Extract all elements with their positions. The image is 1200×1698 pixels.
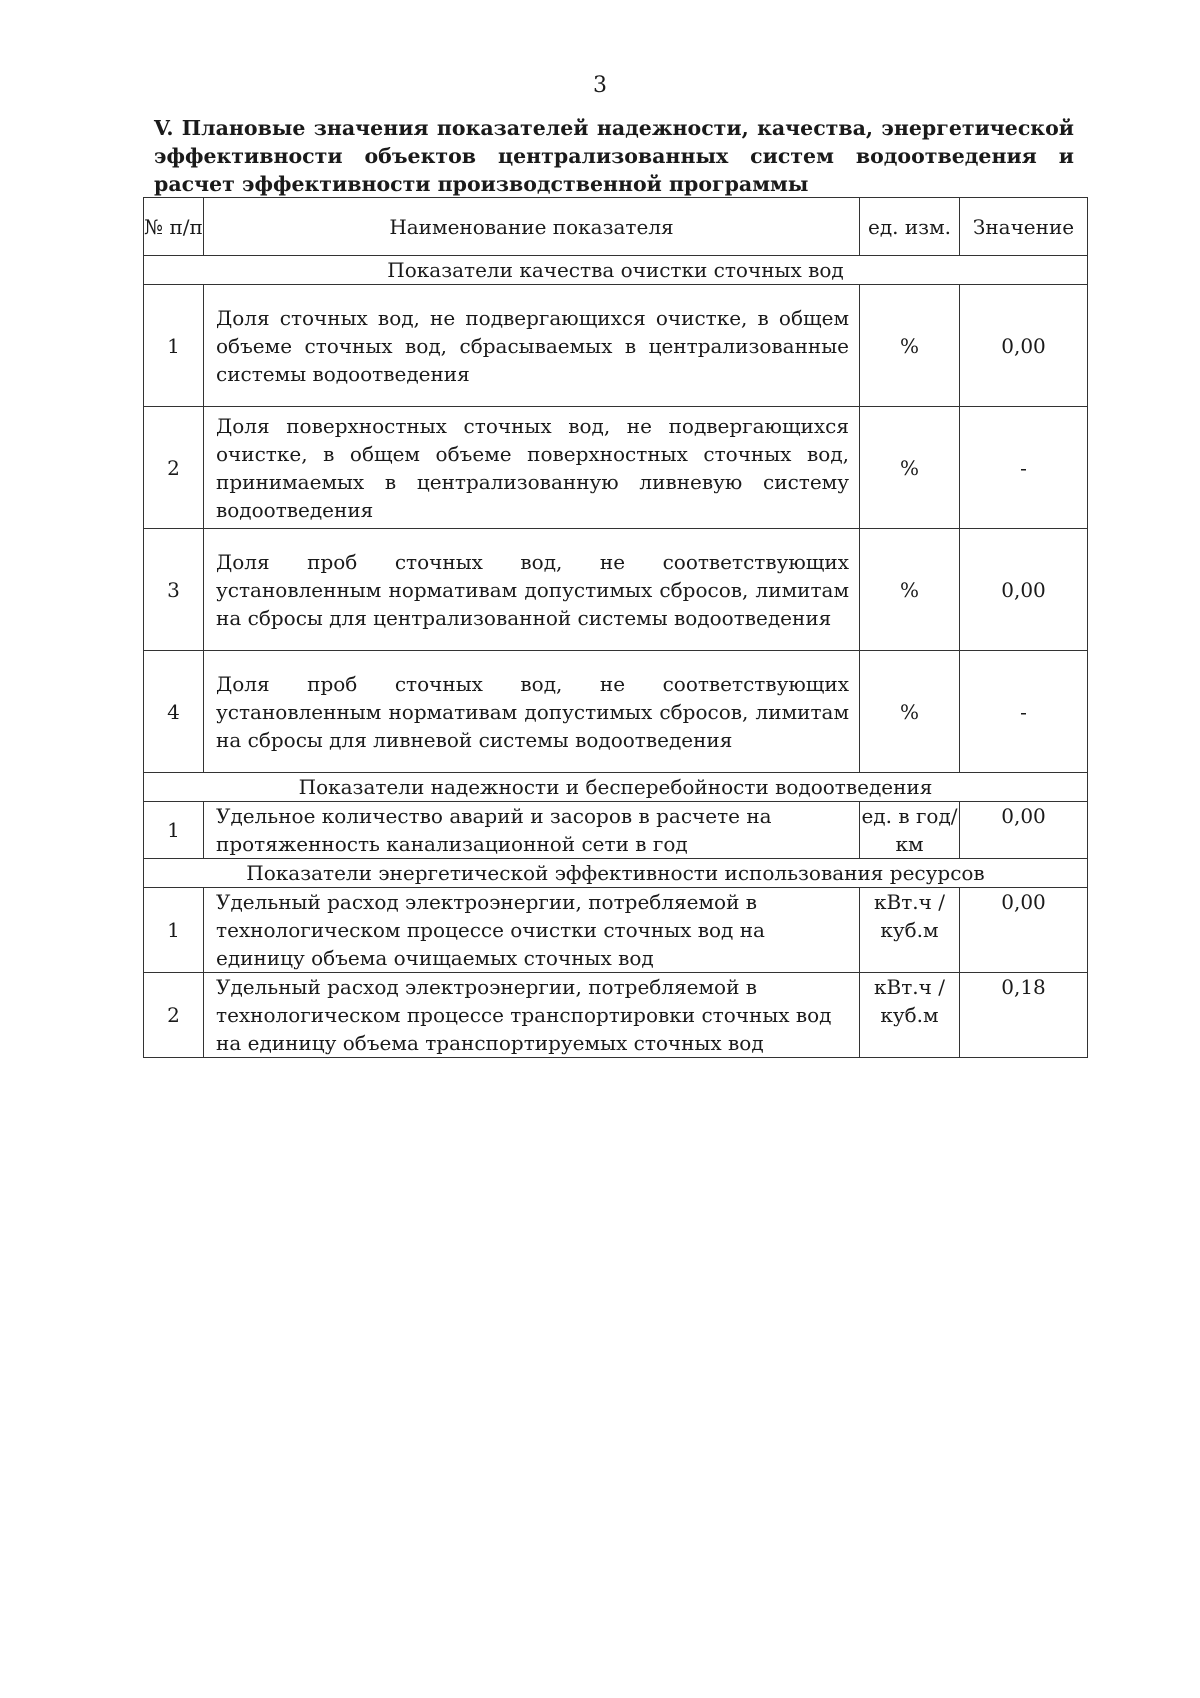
row-num: 4 — [144, 651, 204, 773]
row-value: 0,00 — [960, 888, 1088, 973]
table-row — [144, 973, 1088, 1058]
group-row-reliability — [144, 773, 1088, 802]
row-unit: % — [860, 651, 960, 773]
row-value: - — [960, 651, 1088, 773]
row-unit: % — [860, 407, 960, 529]
table-header-row — [144, 198, 1088, 256]
table-row — [144, 888, 1088, 973]
table-row — [144, 802, 1088, 859]
row-name: Доля поверхностных сточных вод, не подвергающихся очистке, в общем объеме поверхностных сточных вод, принимаемых в централизованную ливневую систему водоотведения — [204, 407, 860, 529]
table-row — [144, 651, 1088, 773]
row-name: Удельный расход электроэнергии, потребляемой в технологическом процессе очистки сточных вод на единицу объема очищаемых сточных вод — [204, 888, 860, 973]
row-value: 0,18 — [960, 973, 1088, 1058]
row-unit: кВт.ч / куб.м — [860, 973, 960, 1058]
row-num: 2 — [144, 407, 204, 529]
row-name: Удельное количество аварий и засоров в расчете на протяженность канализационной сети в год — [204, 802, 860, 859]
row-value: - — [960, 407, 1088, 529]
header-num: № п/п — [144, 198, 204, 256]
row-value: 0,00 — [960, 529, 1088, 651]
row-name: Доля проб сточных вод, не соответствующих установленным нормативам допустимых сбросов, лимитам на сбросы для ливневой системы водоотведения — [204, 651, 860, 773]
group-row-quality — [144, 256, 1088, 285]
group-title: Показатели энергетической эффективности использования ресурсов — [144, 859, 1088, 888]
row-num: 2 — [144, 973, 204, 1058]
row-unit: ед. в год/ км — [860, 802, 960, 859]
row-name: Удельный расход электроэнергии, потребляемой в технологическом процессе транспортировки сточных вод на единицу объема транспортируемых сточных вод — [204, 973, 860, 1058]
row-value: 0,00 — [960, 802, 1088, 859]
row-unit: кВт.ч / куб.м — [860, 888, 960, 973]
section-title: V. Плановые значения показателей надежности, качества, энергетической эффективности объектов централизованных систем водоотведения и расчет эффективности производственной программы — [154, 116, 1074, 196]
row-unit: % — [860, 285, 960, 407]
table-row — [144, 529, 1088, 651]
group-title: Показатели качества очистки сточных вод — [144, 256, 1088, 285]
indicators-table — [143, 197, 1088, 1058]
row-num: 1 — [144, 888, 204, 973]
table-row — [144, 285, 1088, 407]
header-value: Значение — [960, 198, 1088, 256]
row-name: Доля проб сточных вод, не соответствующих установленным нормативам допустимых сбросов, лимитам на сбросы для централизованной системы водоотведения — [204, 529, 860, 651]
header-name: Наименование показателя — [204, 198, 860, 256]
header-unit: ед. изм. — [860, 198, 960, 256]
group-title: Показатели надежности и бесперебойности водоотведения — [144, 773, 1088, 802]
row-num: 1 — [144, 802, 204, 859]
table-row — [144, 407, 1088, 529]
row-unit: % — [860, 529, 960, 651]
row-num: 1 — [144, 285, 204, 407]
page-number: 3 — [593, 73, 607, 98]
group-row-energy — [144, 859, 1088, 888]
row-value: 0,00 — [960, 285, 1088, 407]
row-num: 3 — [144, 529, 204, 651]
row-name: Доля сточных вод, не подвергающихся очистке, в общем объеме сточных вод, сбрасываемых в централизованные системы водоотведения — [204, 285, 860, 407]
